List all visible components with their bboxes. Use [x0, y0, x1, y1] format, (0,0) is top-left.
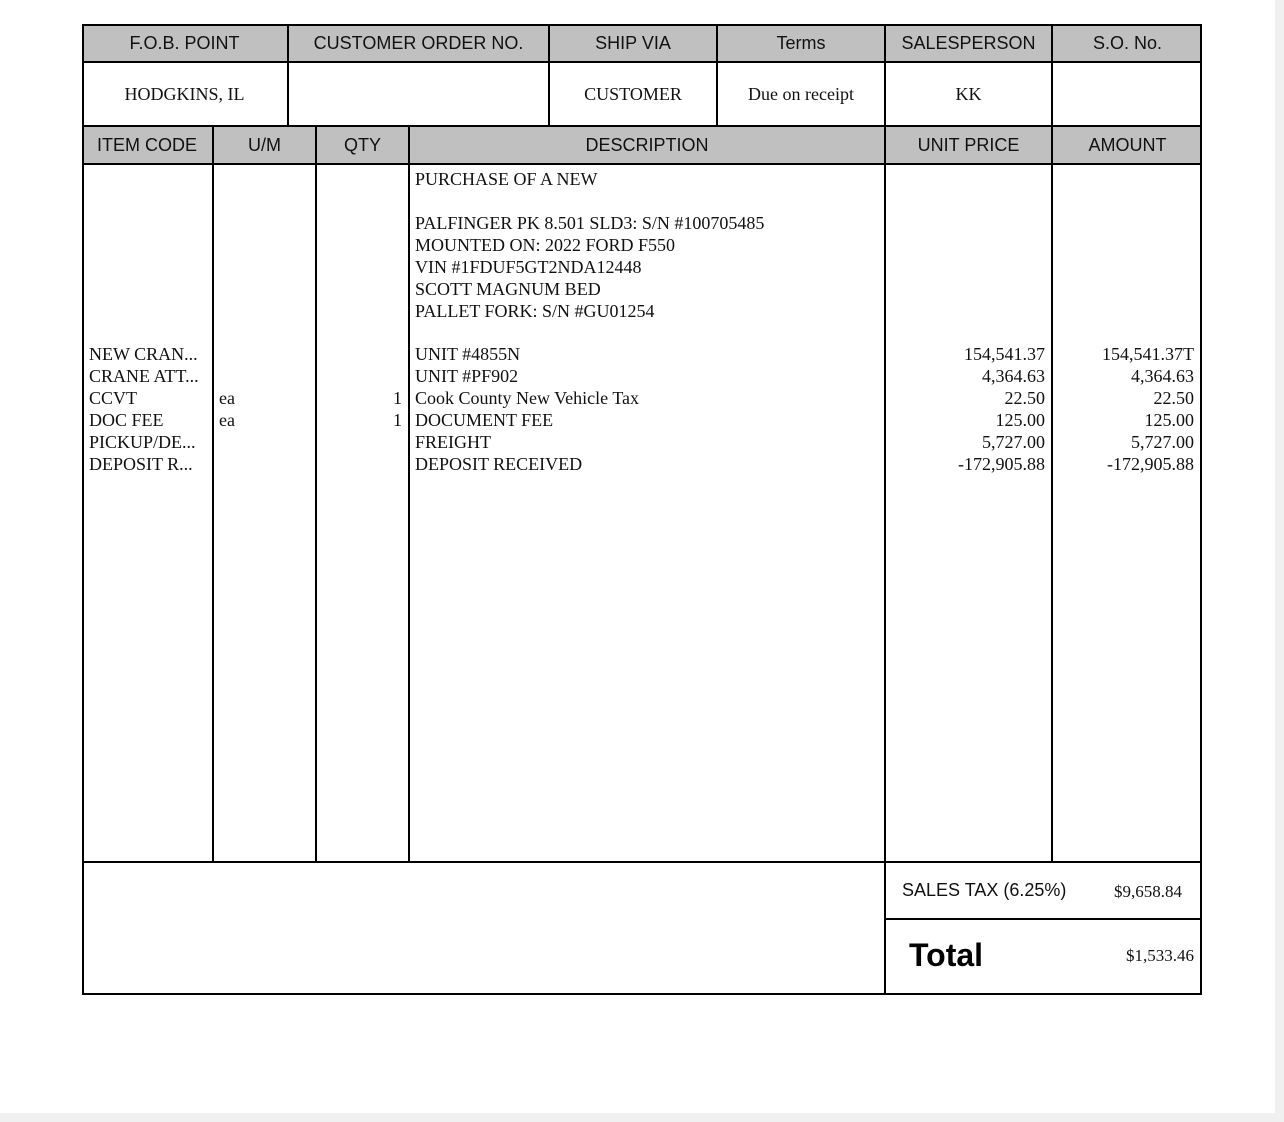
item-code-cell: CRANE ATT...	[89, 366, 199, 386]
amount-cell: 5,727.00	[1131, 432, 1194, 452]
invoice-sheet	[82, 24, 1202, 995]
amount-cell: -172,905.88	[1107, 454, 1194, 474]
item-code-header: ITEM CODE	[96, 135, 197, 155]
rule	[82, 125, 1202, 127]
description-cell: FREIGHT	[415, 432, 491, 452]
unit-price-cell: 4,364.63	[982, 366, 1045, 386]
amount-cell: 22.50	[1153, 388, 1194, 408]
qty-cell	[320, 343, 402, 365]
um-cell	[219, 343, 311, 365]
description-cell: DEPOSIT RECEIVED	[415, 454, 583, 474]
salesperson-label: SALESPERSON	[901, 33, 1036, 53]
qty-cell: 1	[393, 388, 402, 408]
um-cell: ea	[219, 410, 235, 430]
qty-cell	[320, 431, 402, 453]
description-intro-line: PALLET FORK: S/N #GU01254	[415, 301, 655, 321]
description-cell: UNIT #PF902	[415, 366, 519, 386]
customer-order-label: CUSTOMER ORDER NO.	[313, 33, 524, 53]
um-column	[219, 343, 311, 475]
amount-cell: 4,364.63	[1131, 366, 1194, 386]
amount-cell: 154,541.37T	[1102, 344, 1194, 364]
unit-price-cell: 22.50	[1004, 388, 1045, 408]
description-intro-line: VIN #1FDUF5GT2NDA12448	[415, 257, 642, 277]
total-value: $1,533.46	[1126, 946, 1194, 965]
fob-point-label: F.O.B. POINT	[129, 33, 240, 53]
qty-column	[320, 343, 402, 475]
unit-price-column	[888, 343, 1045, 475]
terms-label: Terms	[776, 33, 826, 53]
um-cell	[219, 431, 311, 453]
rule	[315, 126, 317, 863]
description-intro	[415, 168, 880, 322]
ship-via-label: SHIP VIA	[595, 33, 671, 53]
sales-tax-label: SALES TAX (6.25%)	[902, 880, 1067, 900]
description-cell: Cook County New Vehicle Tax	[415, 388, 640, 408]
item-code-cell: PICKUP/DE...	[89, 432, 196, 452]
item-code-cell: DOC FEE	[89, 410, 164, 430]
um-cell	[219, 453, 311, 475]
rule	[212, 126, 214, 863]
unit-price-header: UNIT PRICE	[917, 135, 1020, 155]
rule	[884, 918, 1202, 920]
description-header: DESCRIPTION	[585, 135, 709, 155]
rule	[82, 163, 1202, 165]
rule	[884, 126, 886, 995]
terms-value: Due on receipt	[748, 84, 854, 104]
rule	[408, 126, 410, 863]
so-no-label: S.O. No.	[1092, 33, 1163, 53]
rule	[82, 861, 1202, 863]
description-intro-line: PALFINGER PK 8.501 SLD3: S/N #100705485	[415, 213, 765, 233]
item-code-column	[89, 343, 211, 475]
item-code-cell: DEPOSIT R...	[89, 454, 193, 474]
rule	[1051, 126, 1053, 863]
um-cell: ea	[219, 388, 235, 408]
qty-cell	[320, 453, 402, 475]
amount-header: AMOUNT	[1088, 135, 1167, 155]
um-cell	[219, 365, 311, 387]
description-cell: UNIT #4855N	[415, 344, 521, 364]
description-intro-line	[415, 190, 880, 212]
description-intro-line: MOUNTED ON: 2022 FORD F550	[415, 235, 676, 255]
ship-via-value: CUSTOMER	[584, 84, 682, 104]
item-code-cell: CCVT	[89, 388, 138, 408]
description-intro-line: SCOTT MAGNUM BED	[415, 279, 601, 299]
qty-cell	[320, 365, 402, 387]
item-code-cell: NEW CRAN...	[89, 344, 198, 364]
unit-price-cell: 5,727.00	[982, 432, 1045, 452]
amount-cell: 125.00	[1144, 410, 1194, 430]
salesperson-value: KK	[955, 84, 982, 104]
um-header: U/M	[248, 135, 281, 155]
description-cell: DOCUMENT FEE	[415, 410, 554, 430]
unit-price-cell: -172,905.88	[958, 454, 1045, 474]
sales-tax-value: $9,658.84	[1114, 882, 1182, 901]
total-label: Total	[909, 937, 984, 973]
description-intro-line: PURCHASE OF A NEW	[415, 169, 598, 189]
amount-column	[1054, 343, 1194, 475]
rule	[82, 61, 1202, 63]
unit-price-cell: 154,541.37	[964, 344, 1045, 364]
unit-price-cell: 125.00	[995, 410, 1045, 430]
qty-cell: 1	[393, 410, 402, 430]
fob-point-value: HODGKINS, IL	[124, 84, 245, 104]
qty-header: QTY	[343, 135, 381, 155]
description-column	[415, 343, 880, 475]
